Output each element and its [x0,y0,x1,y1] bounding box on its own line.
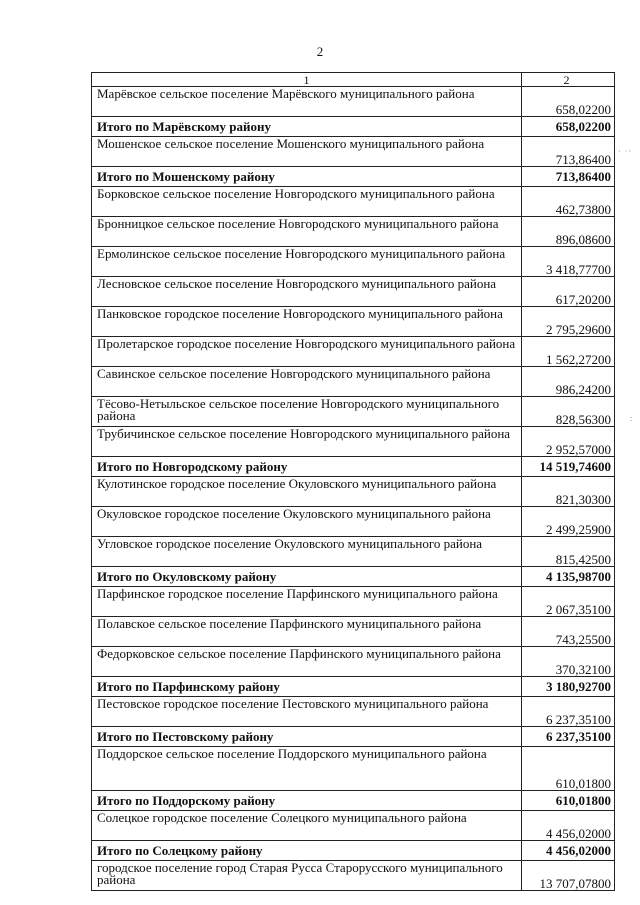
total-row [92,567,615,587]
table-row [92,747,615,791]
amount-value: 610,01800 [522,747,615,791]
table-row [92,507,615,537]
total-value: 713,86400 [522,167,615,187]
amount-value: 658,02200 [522,87,615,117]
settlement-name: Угловское городское поселение Окуловского муниципального района [92,537,522,567]
amount-value: 4 456,02000 [522,811,615,841]
settlement-name: городское поселение город Старая Русса Старорусского муниципального района [92,861,522,891]
table-row [92,337,615,367]
column-header-name: 1 [92,73,522,87]
amount-value: 828,56300 [522,397,615,427]
total-value: 658,02200 [522,117,615,137]
total-label: Итого по Поддорскому району [92,791,522,811]
amount-value: 2 067,35100 [522,587,615,617]
scan-mark: : [630,414,634,423]
table-row [92,277,615,307]
table-row [92,87,615,117]
table-row [92,217,615,247]
total-row [92,117,615,137]
amount-value: 370,32100 [522,647,615,677]
scan-mark: · ·· [618,147,632,156]
total-label: Итого по Новгородскому району [92,457,522,477]
table-row [92,537,615,567]
total-label: Итого по Солецкому району [92,841,522,861]
settlement-name: Поддорское сельское поселение Поддорского муниципального района [92,747,522,791]
budget-table [91,72,615,891]
settlement-name: Савинское сельское поселение Новгородского муниципального района [92,367,522,397]
amount-value: 617,20200 [522,277,615,307]
amount-value: 2 952,57000 [522,427,615,457]
total-value: 610,01800 [522,791,615,811]
settlement-name: Парфинское городское поселение Парфинского муниципального района [92,587,522,617]
amount-value: 1 562,27200 [522,337,615,367]
table-row [92,307,615,337]
amount-value: 986,24200 [522,367,615,397]
table-row [92,187,615,217]
table-row [92,477,615,507]
settlement-name: Федорковское сельское поселение Парфинского муниципального района [92,647,522,677]
amount-value: 13 707,07800 [522,861,615,891]
total-value: 3 180,92700 [522,677,615,697]
total-row [92,791,615,811]
settlement-name: Полавское сельское поселение Парфинского муниципального района [92,617,522,647]
amount-value: 2 795,29600 [522,307,615,337]
settlement-name: Пролетарское городское поселение Новгородского муниципального района [92,337,522,367]
settlement-name: Кулотинское городское поселение Окуловского муниципального района [92,477,522,507]
settlement-name: Солецкое городское поселение Солецкого муниципального района [92,811,522,841]
total-label: Итого по Парфинскому району [92,677,522,697]
settlement-name: Трубичинское сельское поселение Новгородского муниципального района [92,427,522,457]
page-number: 2 [316,44,324,59]
amount-value: 713,86400 [522,137,615,167]
total-label: Итого по Марёвскому району [92,117,522,137]
table-row [92,427,615,457]
amount-value: 2 499,25900 [522,507,615,537]
table-row [92,247,615,277]
table-row [92,617,615,647]
total-label: Итого по Мошенскому району [92,167,522,187]
total-row [92,457,615,477]
total-value: 4 456,02000 [522,841,615,861]
table-row [92,137,615,167]
column-header-value: 2 [522,73,615,87]
table-row [92,397,615,427]
settlement-name: Лесновское сельское поселение Новгородского муниципального района [92,277,522,307]
settlement-name: Борковское сельское поселение Новгородского муниципального района [92,187,522,217]
amount-value: 815,42500 [522,537,615,567]
table-row [92,861,615,891]
amount-value: 896,08600 [522,217,615,247]
total-label: Итого по Окуловскому району [92,567,522,587]
amount-value: 6 237,35100 [522,697,615,727]
settlement-name: Ермолинское сельское поселение Новгородского муниципального района [92,247,522,277]
table-header-row [92,73,615,87]
total-row [92,841,615,861]
total-value: 14 519,74600 [522,457,615,477]
settlement-name: Мошенское сельское поселение Мошенского муниципального района [92,137,522,167]
table-row [92,647,615,677]
settlement-name: Тёсово-Нетыльское сельское поселение Новгородского муниципального района [92,397,522,427]
settlement-name: Пестовское городское поселение Пестовского муниципального района [92,697,522,727]
total-row [92,167,615,187]
total-value: 4 135,98700 [522,567,615,587]
table-body [92,87,615,891]
total-row [92,677,615,697]
table-row [92,811,615,841]
amount-value: 3 418,77700 [522,247,615,277]
total-label: Итого по Пестовскому району [92,727,522,747]
settlement-name: Бронницкое сельское поселение Новгородского муниципального района [92,217,522,247]
amount-value: 821,30300 [522,477,615,507]
table-row [92,697,615,727]
table-row [92,587,615,617]
total-value: 6 237,35100 [522,727,615,747]
settlement-name: Марёвское сельское поселение Марёвского муниципального района [92,87,522,117]
amount-value: 743,25500 [522,617,615,647]
table-row [92,367,615,397]
amount-value: 462,73800 [522,187,615,217]
settlement-name: Окуловское городское поселение Окуловского муниципального района [92,507,522,537]
total-row [92,727,615,747]
settlement-name: Панковское городское поселение Новгородского муниципального района [92,307,522,337]
